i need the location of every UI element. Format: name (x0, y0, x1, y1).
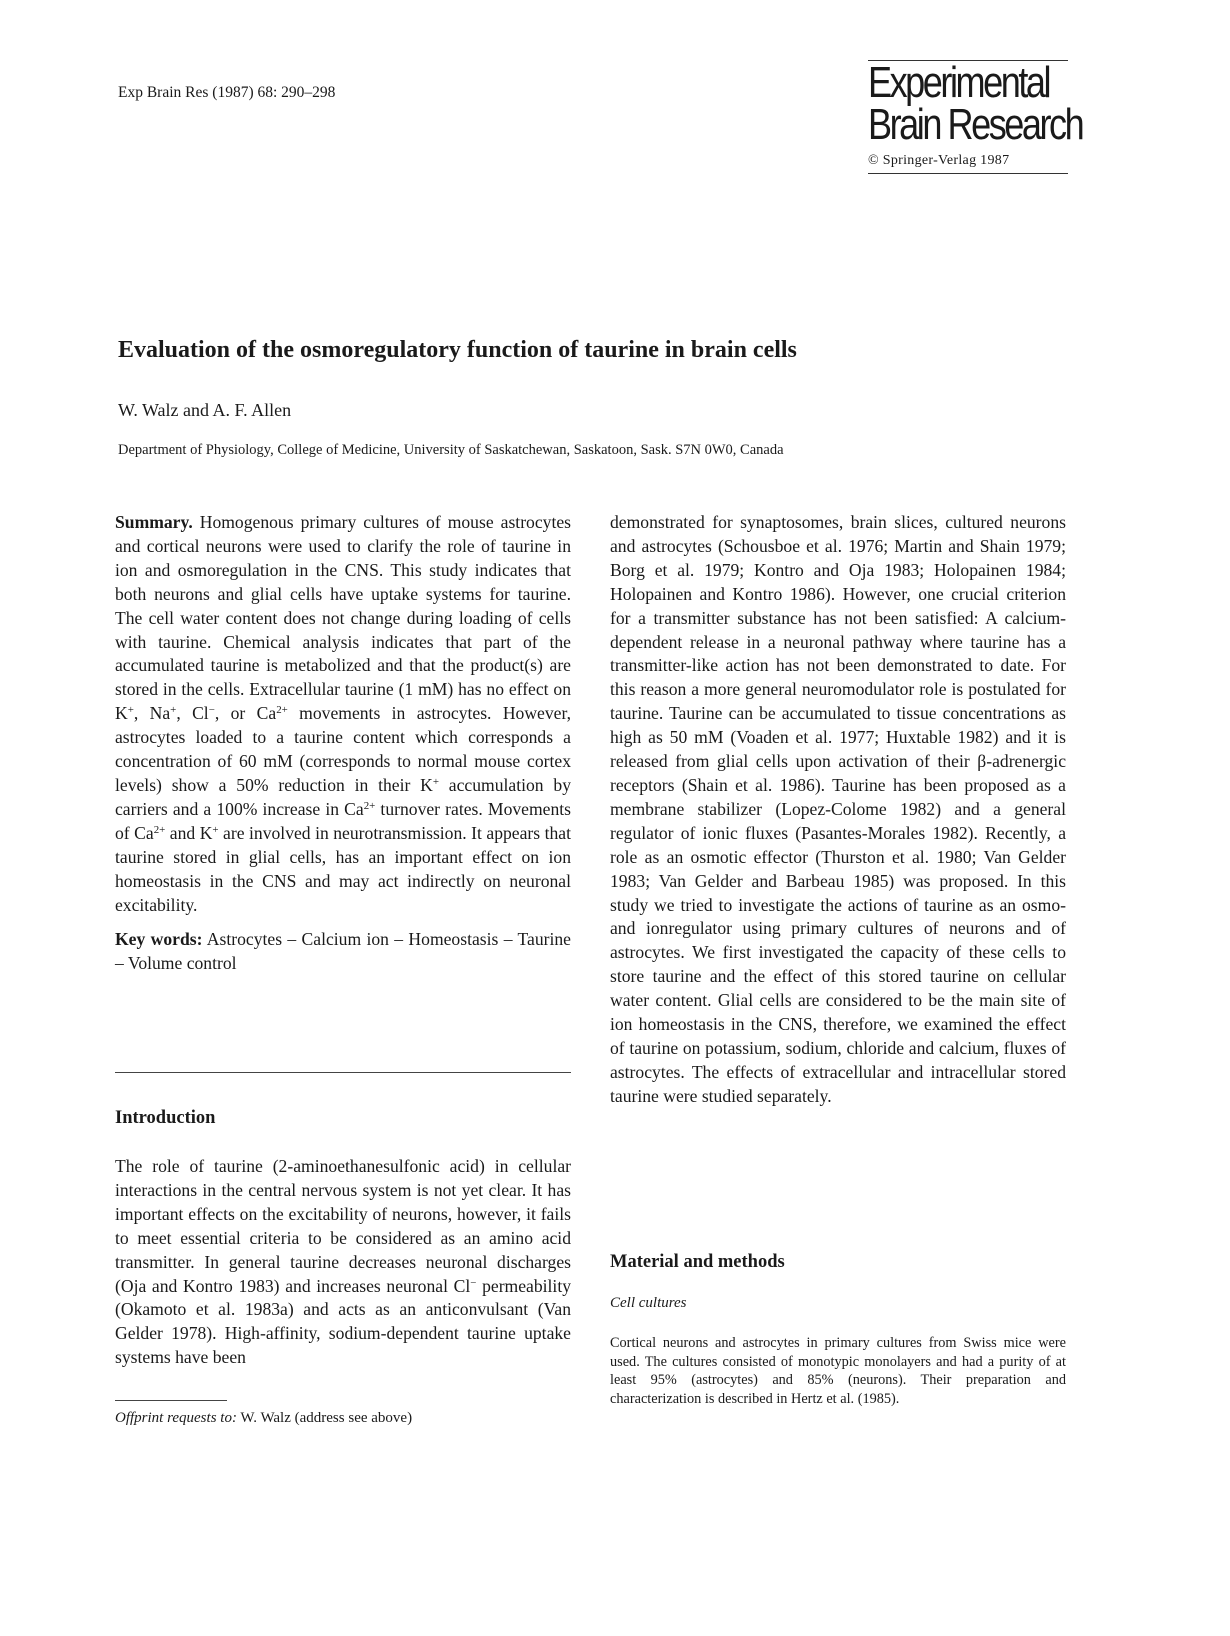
right-column (610, 511, 1066, 1109)
footnote-rule (115, 1400, 227, 1401)
summary-text: , Na (133, 703, 171, 724)
superscript: + (127, 704, 134, 717)
methods-section (610, 1334, 1066, 1408)
introduction-text: permeability (Okamoto et al. 1983a) and acts as an anticonvulsant (Van Gelder 1978). High-affinity, sodium-dependent taurine uptake systems have been (115, 1275, 571, 1368)
summary-text: are involved in neurotransmission. It appears that taurine stored in glial cells, has an important effect on ion homeostasis in the CNS and may act indirectly on neuronal excitability. (115, 822, 571, 915)
summary-text: , or Ca (214, 703, 277, 724)
footnote-label: Offprint requests to: (115, 1410, 237, 1426)
footnote-text: W. Walz (address see above) (236, 1410, 413, 1426)
summary-text: turnover rates. Movements of Ca (115, 798, 571, 843)
superscript: − (470, 1276, 477, 1289)
summary-text: and K (165, 822, 213, 843)
summary-text: accumulation by carriers and a 100% increase in Ca (115, 774, 571, 819)
methods-heading: Material and methods (610, 1252, 785, 1272)
article-authors: W. Walz and A. F. Allen (118, 400, 292, 420)
logo-line-1: Experimental (868, 58, 1050, 107)
summary-label: Summary. (115, 512, 193, 532)
logo-line-2: Brain Research (868, 100, 1083, 149)
superscript: 2+ (153, 823, 166, 836)
superscript: 2+ (363, 799, 376, 812)
section-divider (115, 1072, 571, 1073)
summary-paragraph (115, 511, 571, 917)
introduction-paragraph (115, 1155, 571, 1370)
superscript: 2+ (276, 704, 288, 717)
logo-bottom-rule (868, 173, 1068, 174)
superscript: − (208, 704, 215, 717)
offprint-footnote (115, 1410, 412, 1427)
author-affiliation: Department of Physiology, College of Medicine, University of Saskatchewan, Saskatoon, Sask. S7N 0W0, Canada (118, 442, 784, 458)
superscript: + (432, 775, 439, 788)
summary-section (115, 511, 571, 976)
article-title: Evaluation of the osmoregulatory function of taurine in brain cells (118, 337, 797, 363)
summary-text: movements in astrocytes. However, astrocytes loaded to a taurine content which corresponds a concentration of 60 mM (corresponds to normal mouse cortex levels) show a 50% reduction in their K (115, 703, 571, 795)
superscript: + (170, 704, 177, 717)
keywords-paragraph (115, 928, 571, 976)
journal-logo (868, 58, 1083, 174)
journal-reference: Exp Brain Res (1987) 68: 290–298 (118, 84, 336, 101)
keywords-label: Key words: (115, 929, 203, 950)
copyright-notice: © Springer-Verlag 1987 (868, 153, 1010, 168)
summary-text: , Cl (176, 703, 209, 724)
introduction-text: The role of taurine (2-aminoethanesulfonic acid) in cellular interactions in the central nervous system is not yet clear. It has important effects on the excitability of neurons, however, it fails to meet essential criteria to be considered as an amino acid transmitter. In general taurine decreases neuronal discharges (Oja and Kontro 1983) and increases neuronal Cl (115, 1156, 571, 1296)
introduction-section (115, 1155, 571, 1370)
cell-cultures-subheading: Cell cultures (610, 1295, 687, 1311)
right-column-paragraph: demonstrated for synaptosomes, brain slices, cultured neurons and astrocytes (Schousboe et al. 1976; Martin and Shain 1979; Borg et al. 1979; Kontro and Oja 1983; Holopainen 1984; Holopainen and Kontro 1986). However, one crucial criterion for a transmitter substance has not been satisfied: A calcium-dependent release in a neuronal pathway where taurine has a transmitter-like action has not been demonstrated to date. For this reason a more general neuromodulator role is postulated for taurine. Taurine can be accumulated to tissue concentrations as high as 50 mM (Voaden et al. 1977; Huxtable 1982) and it is released from glial cells upon activation of their β-adrenergic receptors (Shain et al. 1986). Taurine has been proposed as a membrane stabilizer (Lopez-Colome 1982) and a general regulator of ionic fluxes (Pasantes-Morales 1982). Recently, a role as an osmotic effector (Thurston et al. 1980; Van Gelder 1983; Van Gelder and Barbeau 1985) was proposed. In this study we tried to investigate the actions of taurine as an osmo- and ionregulator using primary cultures of neurons and of astrocytes. We first investigated the capacity of these cells to store taurine and the effect of this stored taurine on cellular water content. Glial cells are considered to be the main site of ion homeostasis in the CNS, therefore, we examined the effect of taurine on potassium, sodium, chloride and calcium, fluxes of astrocytes. The effects of extracellular and intracellular stored taurine were studied separately. (610, 512, 1066, 1106)
keywords-text: Astrocytes – Calcium ion – Homeostasis – Taurine – Volume control (115, 929, 571, 974)
superscript: + (212, 823, 219, 836)
summary-text: Homogenous primary cultures of mouse astrocytes and cortical neurons were used to clarify the role of taurine in ion and osmoregulation in the CNS. This study indicates that both neurons and glial cells have uptake systems for taurine. The cell water content does not change during loading of cells with taurine. Chemical analysis indicates that part of the accumulated taurine is metabolized and that the product(s) are stored in the cells. Extracellular taurine (1 mM) has no effect on K (115, 512, 571, 724)
introduction-heading: Introduction (115, 1108, 216, 1128)
methods-paragraph: Cortical neurons and astrocytes in primary cultures from Swiss mice were used. The cultures consisted of monotypic monolayers and had a purity of at least 95% (astrocytes) and 85% (neurons). Their preparation and characterization is described in Hertz et al. (1985). (610, 1335, 1066, 1407)
